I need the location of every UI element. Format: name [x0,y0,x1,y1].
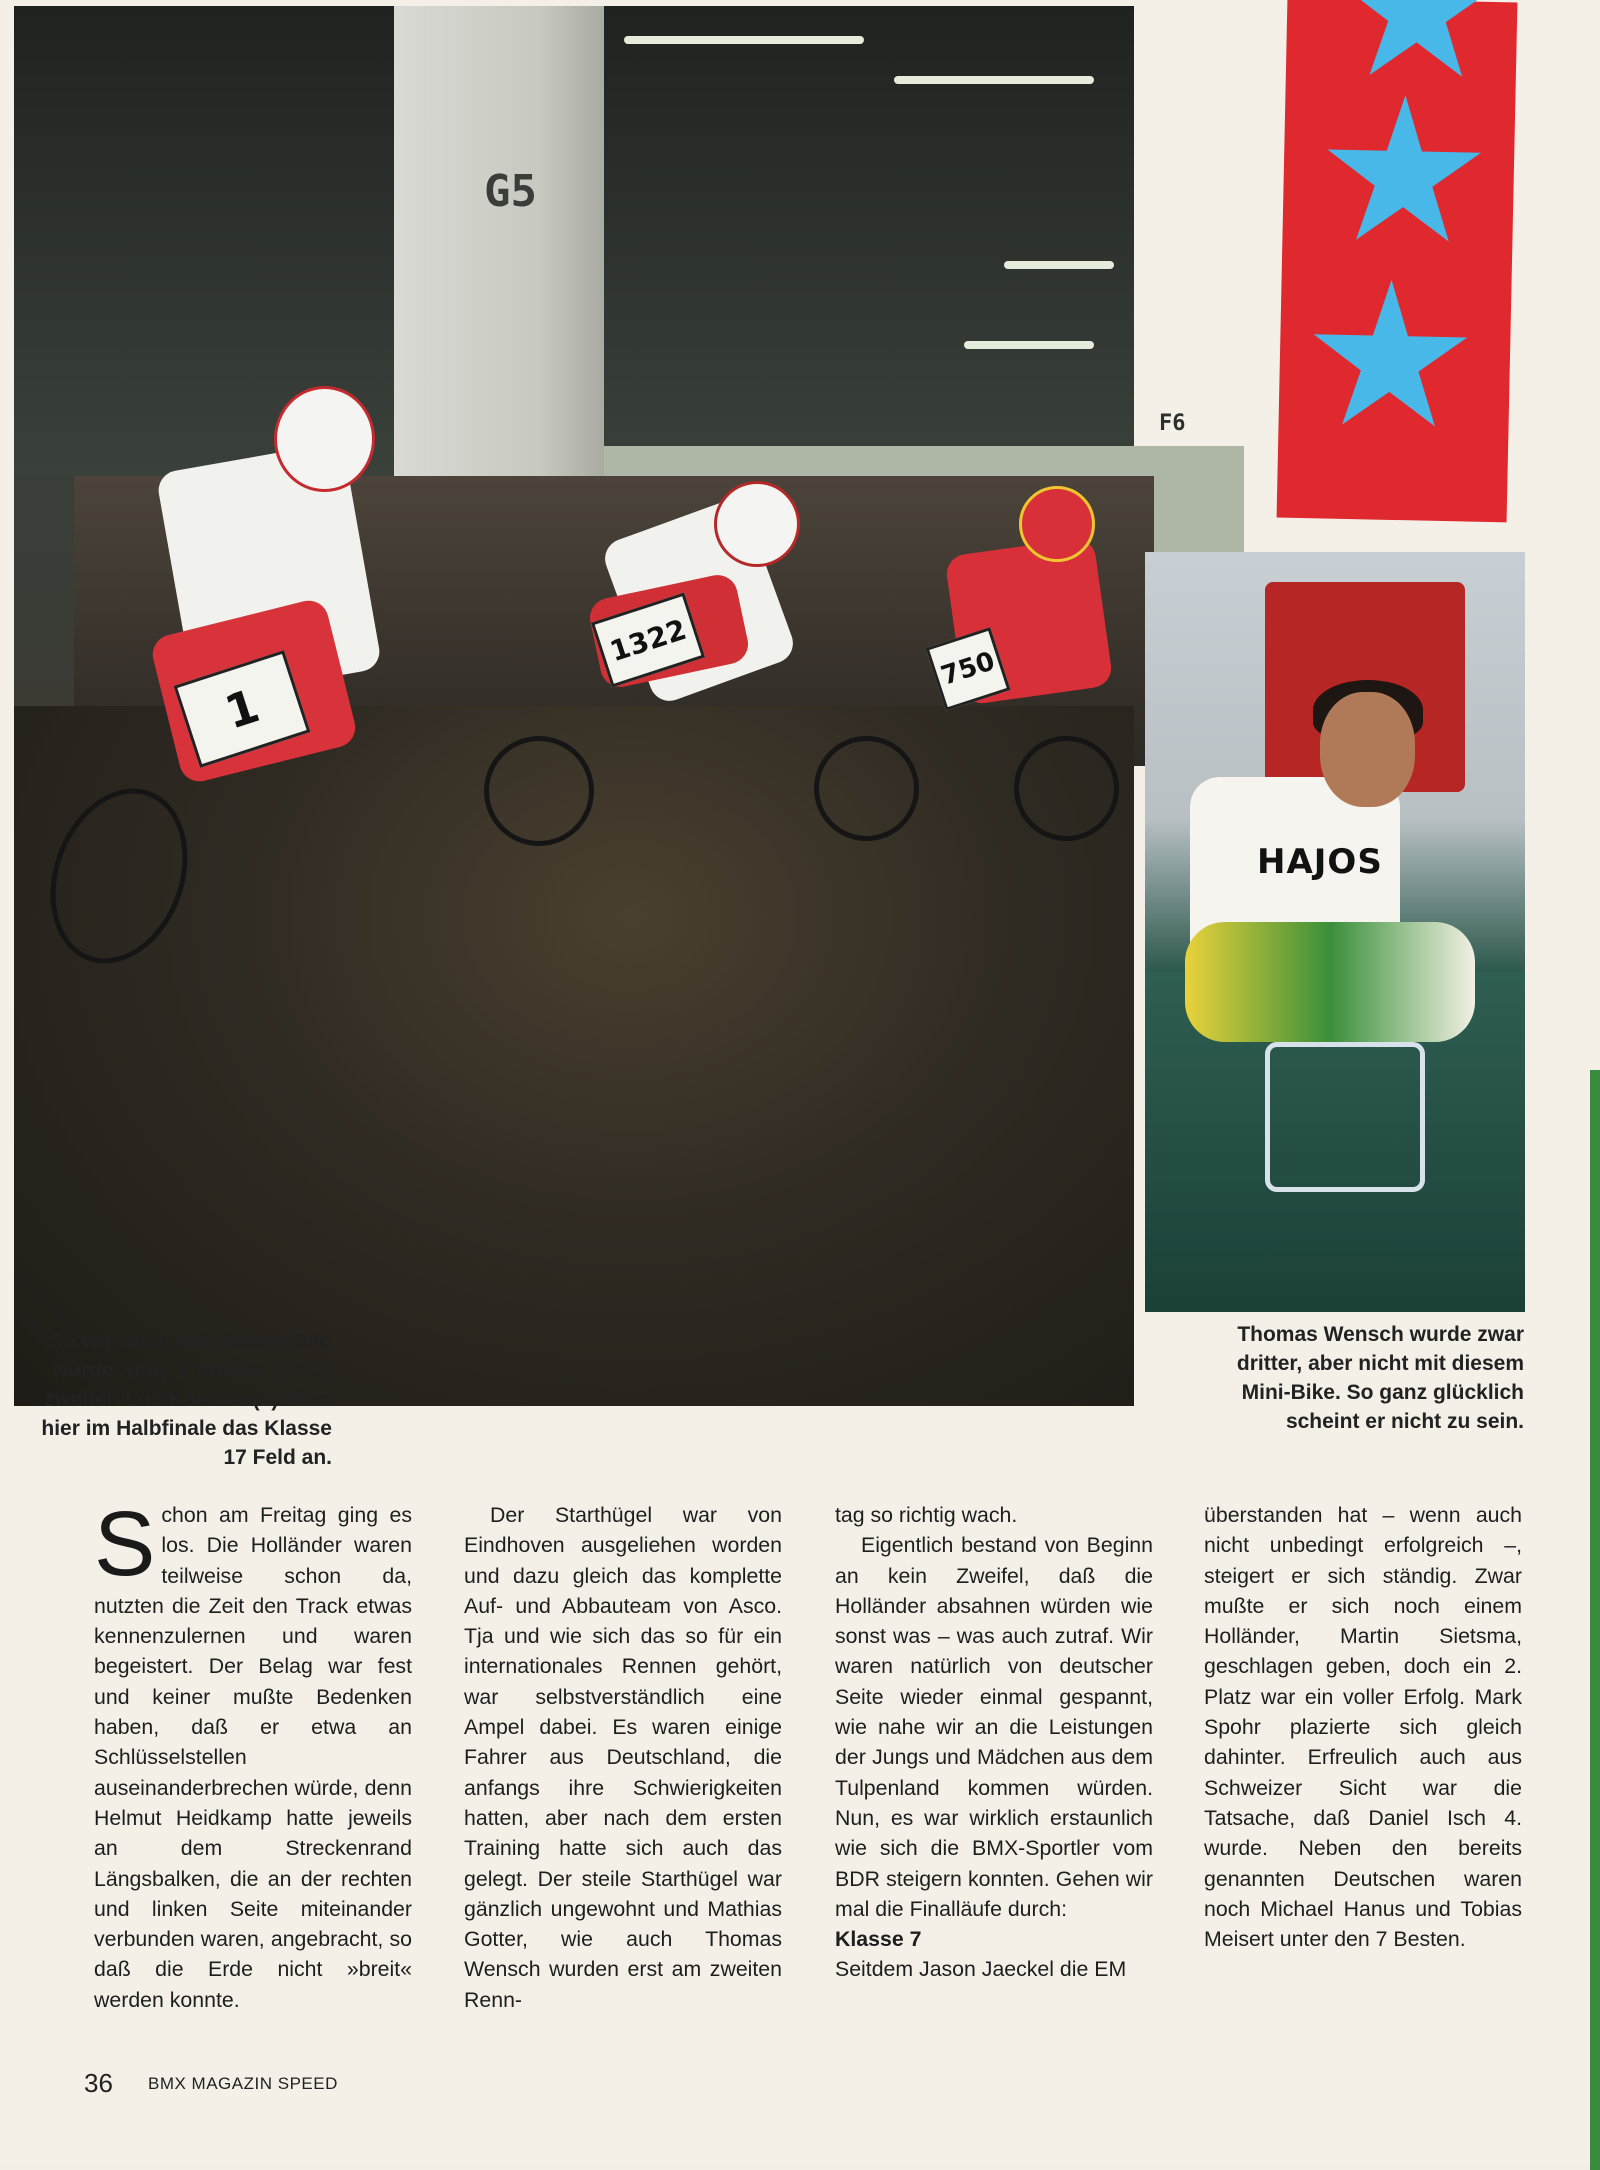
column-text: tag so richtig wach. [835,1503,1018,1527]
photo-caption-right: Thomas Wensch wurde zwar dritter, aber nicht mit diesem Mini-Bike. So ganz glücklich scheint er nicht zu sein. [1236,1323,1524,1433]
minibike [1265,1042,1425,1192]
article-column-2 [464,1500,782,2015]
number-plate: 1322 [591,593,705,688]
star-icon [1322,93,1485,256]
column-text: chon am Freitag ging es los. Die Holländer waren teilweise schon da, nutzten die Zeit den Track etwas kennenzulernen und waren begeistert. Der Belag war fest und keiner mußte Bedenken haben, daß er etwa an Schlüsselstellen auseinanderbrechen würde, denn Helmut Heidkamp hatte jeweils an dem Streckenrand Längsbalken, die an der rechten und linken Seite miteinander verbunden waren, angebracht, so daß die Erde nicht »breit« werden konnte. [94,1503,412,2012]
page-edge [1590,1070,1600,2170]
column-text: Eigentlich bestand von Beginn an kein Zweifel, daß die Holländer absahnen würden wie sonst was – was auch zutraf. Wir waren natürlich von deutscher Seite wieder einmal gespannt, wie nahe wir an die Leistungen der Jungs und Mädchen aus dem Tulpenland kommen würden. Nun, es war wirklich erstaunlich wie sich die BMX-Sportler vom BDR steigern konnten. Gehen wir mal die Finalläufe durch: [835,1533,1153,1921]
photo-caption-left: So wie auch auf diesem Bild wurde Andy Tittmann (1322) zweiter. Luc Koehler (1) führt hier im Halbfinale das Klasse 17 Feld an. [41,1330,332,1469]
pillar-label: G5 [484,166,537,217]
shirt-logo: HAJOS [1257,842,1383,882]
column-text: überstanden hat – wenn auch nicht unbedingt erfolgreich –, steigert er sich ständig. Zwar mußte er sich noch einem Holländer, Martin Sietsma, geschlagen geben, doch ein 2. Platz war ein voller Erfolg. Mark Spohr plazierte sich gleich dahinter. Erfreulich auch aus Schweizer Sicht war die Tatsache, daß Daniel Isch 4. wurde. Neben den bereits genannten Deutschen waren noch Michael Hanus und Tobias Meisert unter den 7 Besten. [1204,1503,1522,1952]
decorative-star-panel [1277,0,1518,522]
star-icon [1308,278,1471,441]
rider-pants [1185,922,1475,1042]
rider-2 [474,476,834,856]
page-number: 36 [84,2068,113,2098]
section-heading: Klasse 7 [835,1927,922,1952]
number-plate: 1 [174,650,311,768]
ceiling-light [1004,261,1114,269]
ceiling-light [624,36,864,44]
article-column-4 [1204,1500,1522,1954]
rider-1 [44,386,464,946]
magazine-name: BMX MAGAZIN SPEED [148,2074,338,2093]
ceiling-light [964,341,1094,349]
column-text: Seitdem Jason Jaeckel die EM [835,1957,1127,1982]
star-icon [1336,0,1499,92]
ceiling-light [894,76,1094,84]
article-column-3 [835,1500,1153,1985]
rider-head [1320,692,1415,807]
article-column-1 [94,1493,412,2015]
column-text: Der Starthügel war von Eindhoven ausgeliehen worden und dazu gleich das komplette Auf- und Abbauteam von Asco. Tja und wie sich das so für ein internationales Rennen gehört, war selbstverständlich eine Ampel dabei. Es waren einige Fahrer aus Deutschland, die anfangs ihre Schwierigkeiten hatten, aber nach dem ersten Training hatte sich auch das gelegt. Der steile Starthügel war gänzlich ungewohnt und Mathias Gotter, wie auch Thomas Wensch wurden erst am zweiten Renn- [464,1503,782,2012]
race-photo [14,6,1186,1391]
wall-label: F6 [1159,411,1186,436]
drop-cap: S [94,1493,156,1595]
rider-3 [814,486,1134,846]
number-plate: 750 [925,627,1010,711]
minibike-photo [1145,552,1525,1312]
